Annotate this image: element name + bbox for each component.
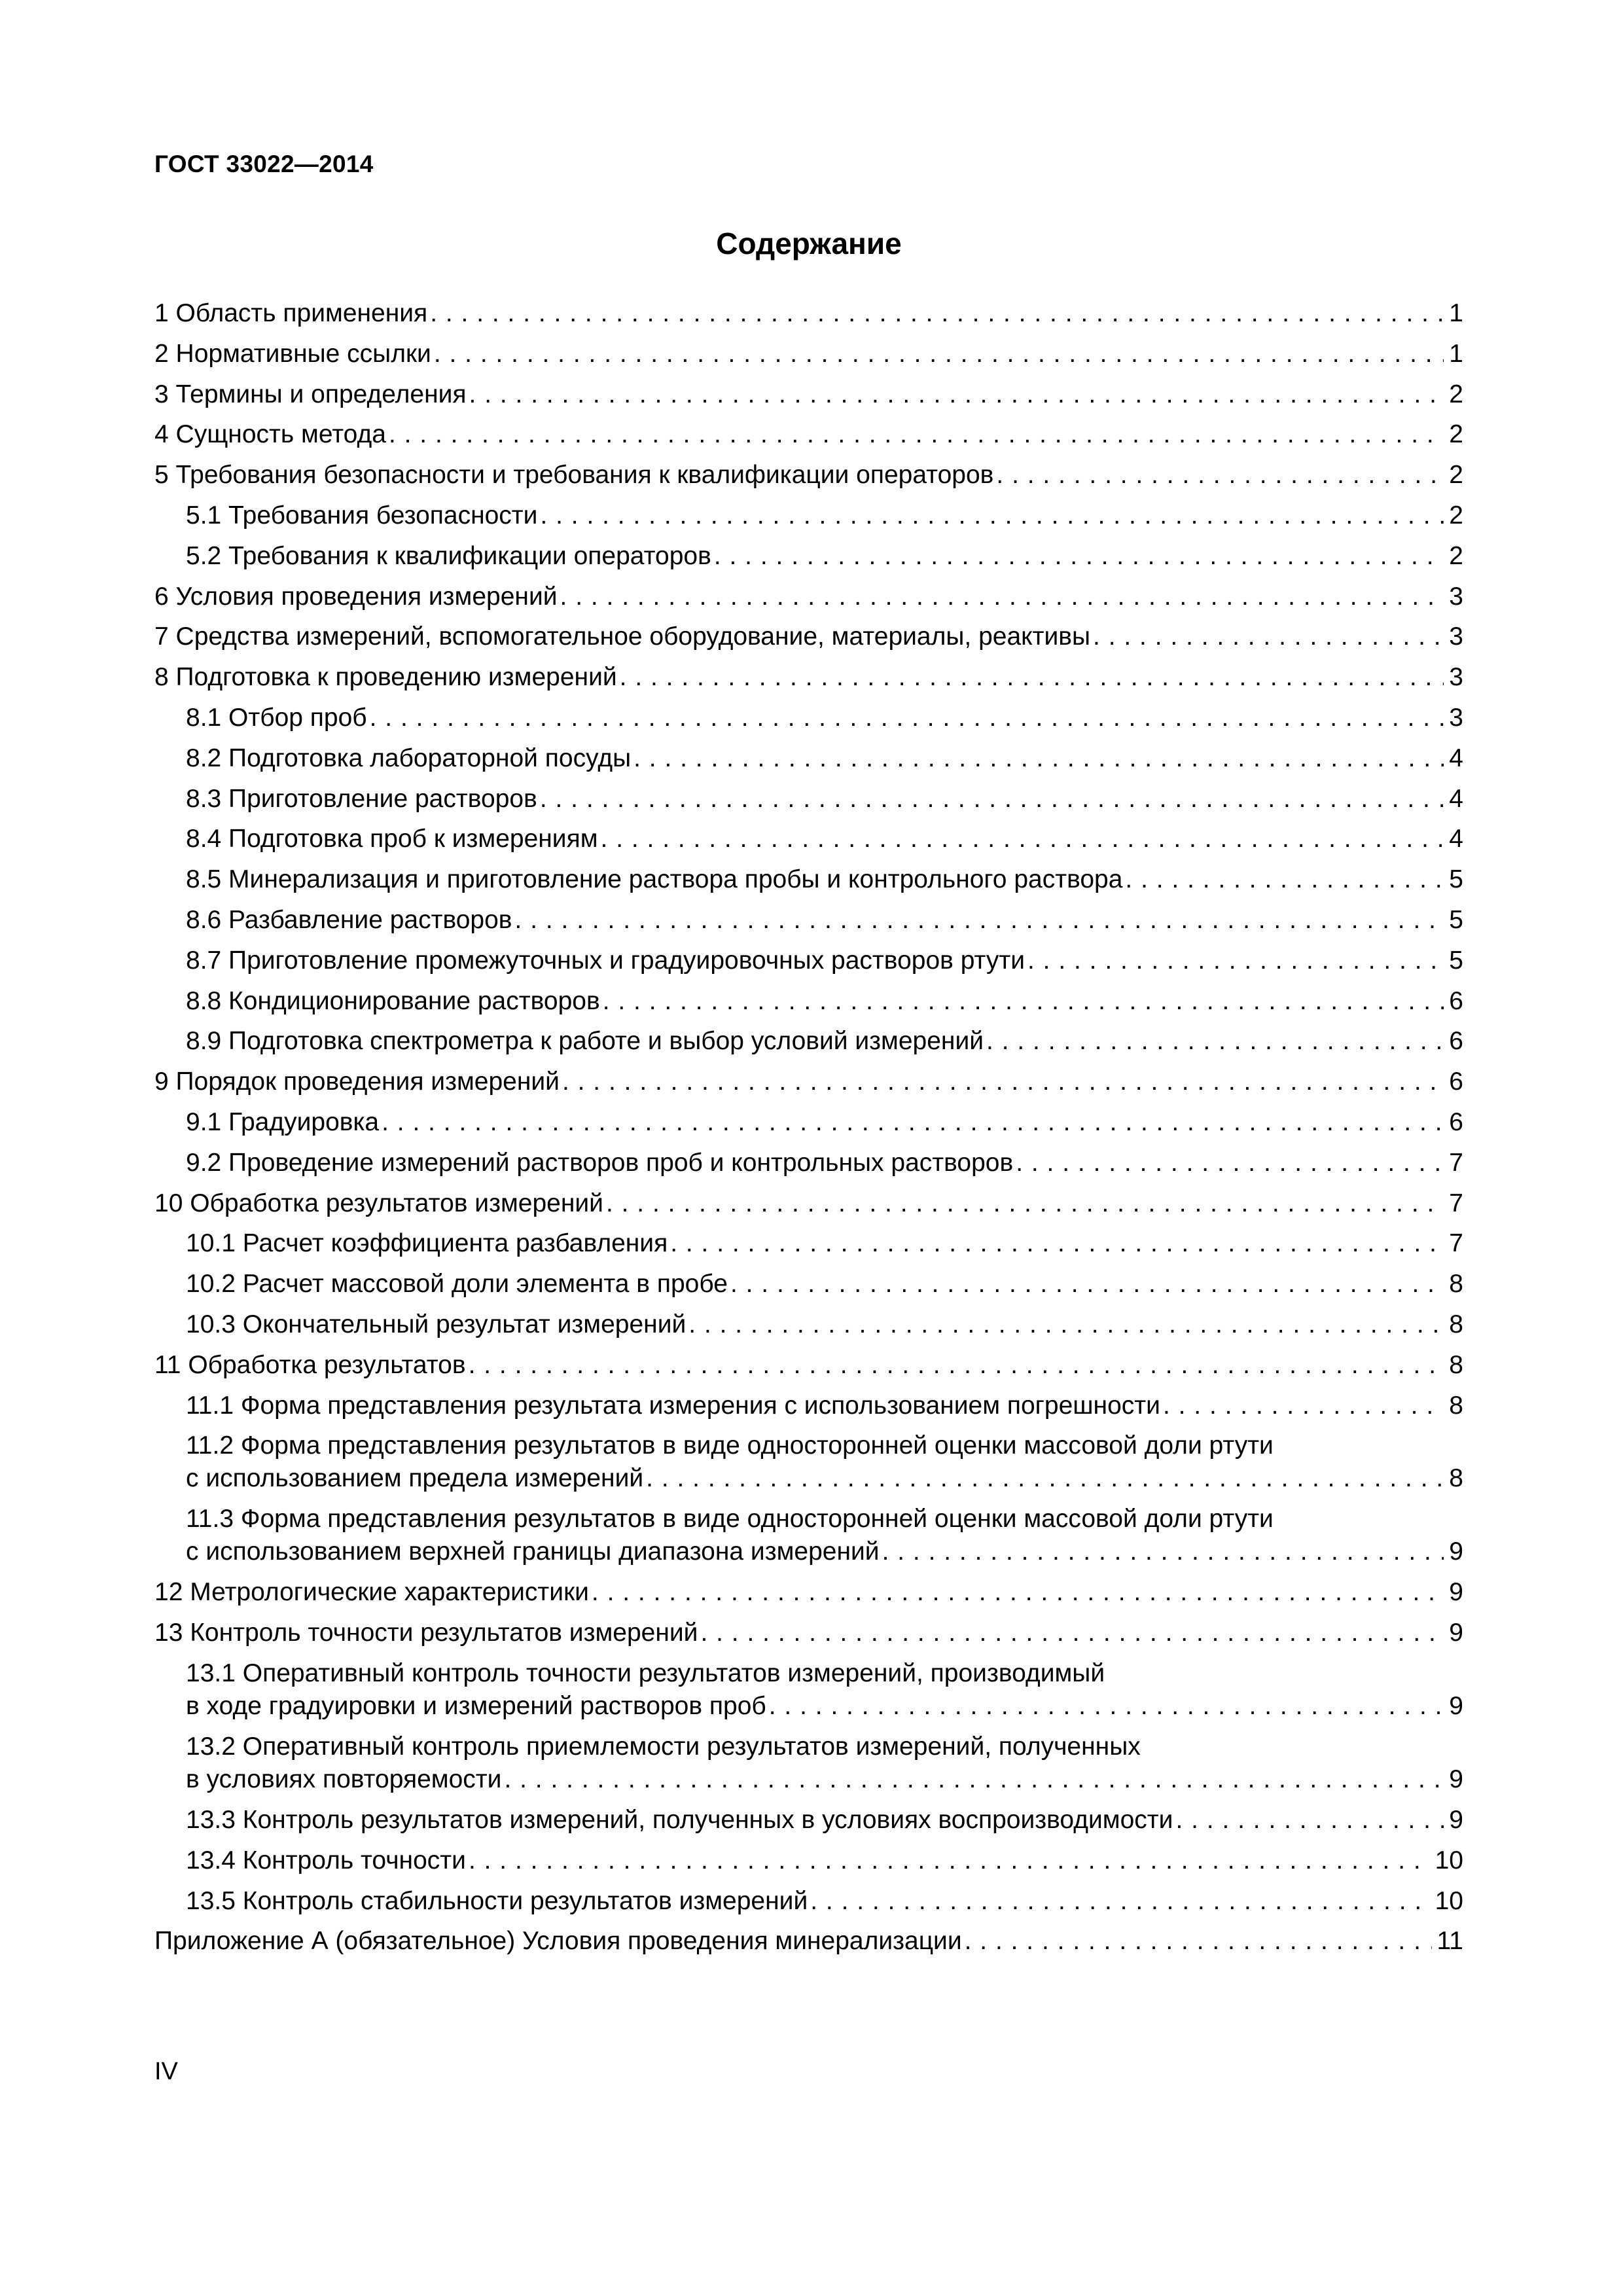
toc-entry-13-5[interactable] [154, 1881, 1463, 1922]
dot-leader [1175, 1800, 1444, 1840]
dot-leader [601, 819, 1444, 859]
toc-entry-title: 9 Порядок проведения измерений [154, 1067, 560, 1096]
toc-page-number: 2 [1449, 461, 1463, 490]
toc-entry-13-2[interactable] [154, 1727, 1463, 1800]
dot-leader [540, 495, 1444, 536]
dot-leader [965, 1921, 1432, 1962]
toc-entry-10-2[interactable] [154, 1264, 1463, 1304]
toc-entry-title: 5.2 Требования к квалификации операторов [186, 541, 711, 570]
toc-entry-3[interactable] [154, 374, 1463, 415]
toc-entry-11-1[interactable] [154, 1386, 1463, 1426]
dot-leader [606, 1183, 1444, 1224]
toc-page-number: 9 [1449, 1578, 1463, 1607]
toc-entry-title: 7 Средства измерений, вспомогательное оборудование, материалы, реактивы [154, 622, 1091, 651]
toc-entry-title: 13.5 Контроль стабильности результатов измерений [186, 1886, 808, 1915]
table-of-contents [154, 293, 1463, 1962]
toc-entry-8-8[interactable] [154, 981, 1463, 1022]
toc-entry-title: 8.8 Кондиционирование растворов [186, 986, 600, 1015]
toc-entry-9-1[interactable] [154, 1102, 1463, 1143]
dot-leader [730, 1264, 1444, 1304]
toc-entry-6[interactable] [154, 577, 1463, 617]
toc-page-number: 6 [1449, 1067, 1463, 1096]
dot-leader [603, 981, 1444, 1022]
toc-entry-title: 8.5 Минерализация и приготовление раствора пробы и контрольного раствора [186, 865, 1123, 894]
toc-page-number: 3 [1449, 663, 1463, 692]
dot-leader [370, 698, 1444, 738]
toc-entry-title: 9.1 Градуировка [186, 1107, 380, 1136]
dot-leader [1027, 941, 1444, 981]
toc-entry-9[interactable] [154, 1062, 1463, 1102]
toc-page-number: 8 [1449, 1464, 1463, 1493]
toc-entry-title: 13.3 Контроль результатов измерений, полученных в условиях воспроизводимости [186, 1805, 1173, 1834]
page-number-footer: IV [154, 2058, 178, 2085]
dot-leader [515, 900, 1444, 941]
toc-entry-title-continuation: в ходе градуировки и измерений растворов проб [186, 1691, 766, 1720]
dot-leader [646, 1462, 1444, 1495]
dot-leader [1125, 859, 1444, 900]
toc-entry-8-1[interactable] [154, 698, 1463, 738]
dot-leader [769, 1690, 1444, 1723]
dot-leader [714, 536, 1444, 577]
toc-page-number: 8 [1449, 1310, 1463, 1338]
toc-entry-title: 1 Область применения [154, 299, 428, 327]
toc-page-number: 2 [1449, 380, 1463, 408]
toc-entry-10[interactable] [154, 1183, 1463, 1224]
toc-page-number: 5 [1449, 946, 1463, 975]
dot-leader [670, 1223, 1444, 1264]
toc-page-number: 6 [1449, 1027, 1463, 1056]
toc-page-number: 7 [1449, 1148, 1463, 1177]
toc-page-number: 5 [1449, 865, 1463, 894]
toc-entry-10-3[interactable] [154, 1304, 1463, 1345]
dot-leader [469, 1840, 1430, 1881]
dot-leader [382, 1102, 1444, 1143]
toc-entry-8-9[interactable] [154, 1021, 1463, 1062]
toc-entry-title: 13.2 Оперативный контроль приемлемости результатов измерений, полученных [186, 1732, 1141, 1761]
toc-page-number: 6 [1449, 986, 1463, 1015]
toc-entry-title: 10.3 Окончательный результат измерений [186, 1310, 687, 1338]
toc-entry-5[interactable] [154, 455, 1463, 495]
toc-entry-title: 11 Обработка результатов [154, 1350, 466, 1379]
toc-entry-title: 5.1 Требования безопасности [186, 501, 538, 529]
dot-leader [504, 1763, 1444, 1796]
toc-entry-title: 8.4 Подготовка проб к измерениям [186, 825, 598, 853]
toc-page-number: 4 [1449, 784, 1463, 813]
dot-leader [430, 293, 1444, 334]
dot-leader [562, 1062, 1444, 1102]
toc-entry-13[interactable] [154, 1613, 1463, 1653]
toc-entry-title: 2 Нормативные ссылки [154, 339, 431, 368]
toc-entry-title: 13 Контроль точности результатов измерений [154, 1619, 698, 1647]
toc-entry-appendix-a[interactable] [154, 1921, 1463, 1962]
toc-entry-title: 13.4 Контроль точности [186, 1846, 466, 1874]
toc-page-number: 2 [1449, 420, 1463, 449]
toc-page-number: 10 [1435, 1886, 1463, 1915]
dot-leader [996, 455, 1444, 495]
toc-entry-5-2[interactable] [154, 536, 1463, 577]
document-code: ГОСТ 33022—2014 [154, 151, 374, 177]
toc-page-number: 9 [1449, 1619, 1463, 1647]
toc-entry-11[interactable] [154, 1345, 1463, 1386]
dot-leader [389, 414, 1444, 455]
toc-page-number: 3 [1449, 582, 1463, 611]
toc-page-number: 9 [1449, 1805, 1463, 1834]
toc-entry-title: 6 Условия проведения измерений [154, 582, 558, 611]
toc-page-number: 4 [1449, 825, 1463, 853]
toc-page-number: 7 [1449, 1229, 1463, 1258]
toc-page-number: 9 [1449, 1765, 1463, 1793]
toc-page-number: 2 [1449, 501, 1463, 529]
toc-entry-9-2[interactable] [154, 1143, 1463, 1183]
dot-leader [633, 738, 1444, 779]
toc-page-number: 10 [1435, 1846, 1463, 1874]
dot-leader [700, 1613, 1444, 1653]
toc-entry-8-3[interactable] [154, 779, 1463, 819]
dot-leader [688, 1304, 1444, 1345]
toc-page-number: 3 [1449, 703, 1463, 732]
toc-entry-title-continuation: с использованием предела измерений [186, 1464, 644, 1493]
toc-entry-title-continuation: с использованием верхней границы диапазона измерений [186, 1537, 880, 1566]
toc-entry-5-1[interactable] [154, 495, 1463, 536]
dot-leader [560, 577, 1444, 617]
toc-entry-title: 10.2 Расчет массовой доли элемента в пробе [186, 1270, 728, 1299]
toc-entry-title: 8.1 Отбор проб [186, 703, 367, 732]
dot-leader [986, 1021, 1444, 1062]
dot-leader [1016, 1143, 1444, 1183]
toc-entry-title: Приложение А (обязательное) Условия проведения минерализации [154, 1927, 962, 1956]
toc-entry-title: 4 Сущность метода [154, 420, 386, 449]
toc-entry-title: 8.6 Разбавление растворов [186, 905, 512, 934]
toc-entry-8-5[interactable] [154, 859, 1463, 900]
toc-page-number: 4 [1449, 744, 1463, 772]
toc-entry-title: 13.1 Оперативный контроль точности результатов измерений, производимый [186, 1659, 1105, 1687]
toc-entry-13-3[interactable] [154, 1800, 1463, 1840]
toc-entry-8-7[interactable] [154, 941, 1463, 981]
toc-entry-title: 8.2 Подготовка лабораторной посуды [186, 744, 632, 772]
toc-entry-title: 8 Подготовка к проведению измерений [154, 663, 617, 692]
toc-page-number: 9 [1449, 1691, 1463, 1720]
toc-entry-title: 11.1 Форма представления результата измерения с использованием погрешности [186, 1391, 1160, 1420]
toc-page-number: 1 [1449, 299, 1463, 327]
toc-entry-11-2[interactable] [154, 1426, 1463, 1499]
toc-entry-title: 10 Обработка результатов измерений [154, 1189, 603, 1217]
dot-leader [882, 1535, 1444, 1568]
toc-entry-2[interactable] [154, 334, 1463, 374]
toc-page-number: 8 [1449, 1391, 1463, 1420]
toc-entry-8-6[interactable] [154, 900, 1463, 941]
toc-entry-13-1[interactable] [154, 1653, 1463, 1727]
dot-leader [1163, 1386, 1444, 1426]
dot-leader [469, 374, 1444, 415]
toc-page-number: 11 [1436, 1927, 1463, 1956]
toc-entry-title: 9.2 Проведение измерений растворов проб и контрольных растворов [186, 1148, 1014, 1177]
toc-page-number: 3 [1449, 622, 1463, 651]
toc-entry-12[interactable] [154, 1572, 1463, 1613]
toc-entry-title-continuation: в условиях повторяемости [186, 1765, 502, 1793]
toc-entry-title: 8.3 Приготовление растворов [186, 784, 537, 813]
toc-page-number: 8 [1449, 1350, 1463, 1379]
toc-entry-8-4[interactable] [154, 819, 1463, 859]
toc-entry-title: 10.1 Расчет коэффициента разбавления [186, 1229, 668, 1258]
toc-page-number: 9 [1449, 1537, 1463, 1566]
toc-entry-4[interactable] [154, 414, 1463, 455]
toc-page-number: 6 [1449, 1107, 1463, 1136]
toc-entry-10-1[interactable] [154, 1223, 1463, 1264]
toc-entry-title: 8.7 Приготовление промежуточных и градуировочных растворов ртути [186, 946, 1025, 975]
toc-entry-title: 5 Требования безопасности и требования к квалификации операторов [154, 461, 994, 490]
toc-entry-7[interactable] [154, 617, 1463, 657]
toc-entry-title: 11.3 Форма представления результатов в виде односторонней оценки массовой доли ртути [186, 1505, 1274, 1534]
toc-page-number: 2 [1449, 541, 1463, 570]
toc-entry-1[interactable] [154, 293, 1463, 334]
dot-leader [469, 1345, 1444, 1386]
toc-entry-8[interactable] [154, 657, 1463, 698]
dot-leader [1093, 617, 1444, 657]
toc-page-number: 1 [1449, 339, 1463, 368]
toc-entry-title: 11.2 Форма представления результатов в виде односторонней оценки массовой доли ртути [186, 1431, 1274, 1460]
toc-entry-title: 12 Метрологические характеристики [154, 1578, 589, 1607]
toc-entry-13-4[interactable] [154, 1840, 1463, 1881]
toc-page-number: 7 [1449, 1189, 1463, 1217]
toc-page-number: 8 [1449, 1270, 1463, 1299]
toc-page-number: 5 [1449, 905, 1463, 934]
toc-entry-title: 8.9 Подготовка спектрометра к работе и выбор условий измерений [186, 1027, 984, 1056]
dot-leader [434, 334, 1444, 374]
dot-leader [620, 657, 1444, 698]
toc-entry-8-2[interactable] [154, 738, 1463, 779]
toc-entry-title: 3 Термины и определения [154, 380, 467, 408]
toc-title: Содержание [716, 226, 902, 260]
dot-leader [810, 1881, 1429, 1922]
dot-leader [540, 779, 1444, 819]
dot-leader [592, 1572, 1444, 1613]
toc-entry-11-3[interactable] [154, 1499, 1463, 1572]
